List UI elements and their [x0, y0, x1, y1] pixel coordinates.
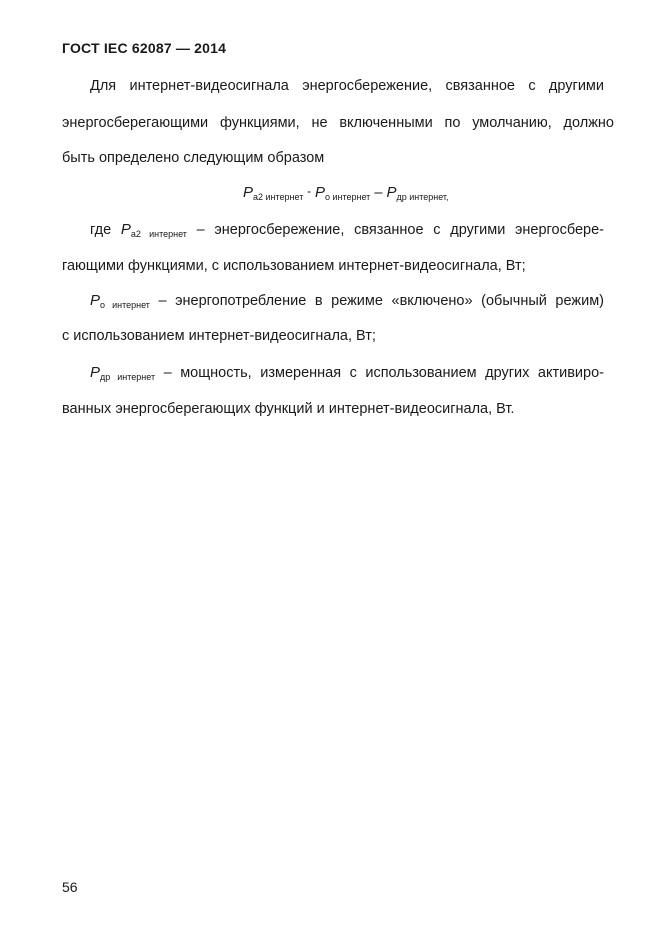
definition-3-symbol: P: [90, 364, 101, 381]
definition-2-text: – энергопотребление в режиме «включено» (обычный режим): [149, 293, 604, 309]
definition-3-text: – мощность, измеренная с использованием других активиро-: [155, 365, 604, 381]
formula-term1-symbol: P: [314, 184, 325, 201]
definition-1-text: – энергосбережение, связанное с другими энергосбере-: [186, 222, 604, 238]
definition-3-line-1: [90, 364, 604, 383]
definition-3-line-2: ванных энергосберегающих функций и интернет-видеосигнала, Вт.: [62, 401, 515, 417]
paragraph-line-1: Для интернет-видеосигнала энергосбережение, связанное с другими: [90, 78, 604, 94]
formula-lhs-subscript: a2 интернет: [253, 192, 304, 202]
formula-lhs-symbol: P: [243, 184, 254, 201]
definition-2-line-1: [90, 292, 604, 311]
energy-saving-formula: [243, 184, 449, 201]
document-header: ГОСТ IEC 62087 — 2014: [62, 40, 227, 56]
formula-equals: =: [307, 190, 311, 196]
formula-term2-symbol: P: [386, 184, 397, 201]
formula-trailing-comma: ,: [446, 192, 449, 202]
definition-3-subscript: др интернет: [100, 372, 156, 382]
paragraph-line-3: быть определено следующим образом: [62, 150, 325, 166]
definition-1-line-1: [90, 221, 604, 240]
page-number: 56: [62, 879, 78, 895]
definition-1-subscript: a2 интернет: [130, 229, 187, 239]
definition-2-subscript: о интернет: [100, 300, 150, 310]
formula-term2-subscript: др интернет: [396, 192, 447, 202]
definition-1-prefix: где: [90, 222, 121, 238]
formula-minus: –: [374, 185, 383, 201]
paragraph-line-2: энергосберегающими функциями, не включенными по умолчанию, должно: [62, 115, 614, 131]
definition-1-symbol: P: [120, 221, 131, 238]
definition-2-symbol: P: [90, 292, 101, 309]
definition-1-line-2: гающими функциями, с использованием интернет-видеосигнала, Вт;: [62, 258, 526, 274]
formula-term1-subscript: о интернет: [324, 192, 371, 202]
definition-2-line-2: с использованием интернет-видеосигнала, Вт;: [62, 328, 376, 344]
